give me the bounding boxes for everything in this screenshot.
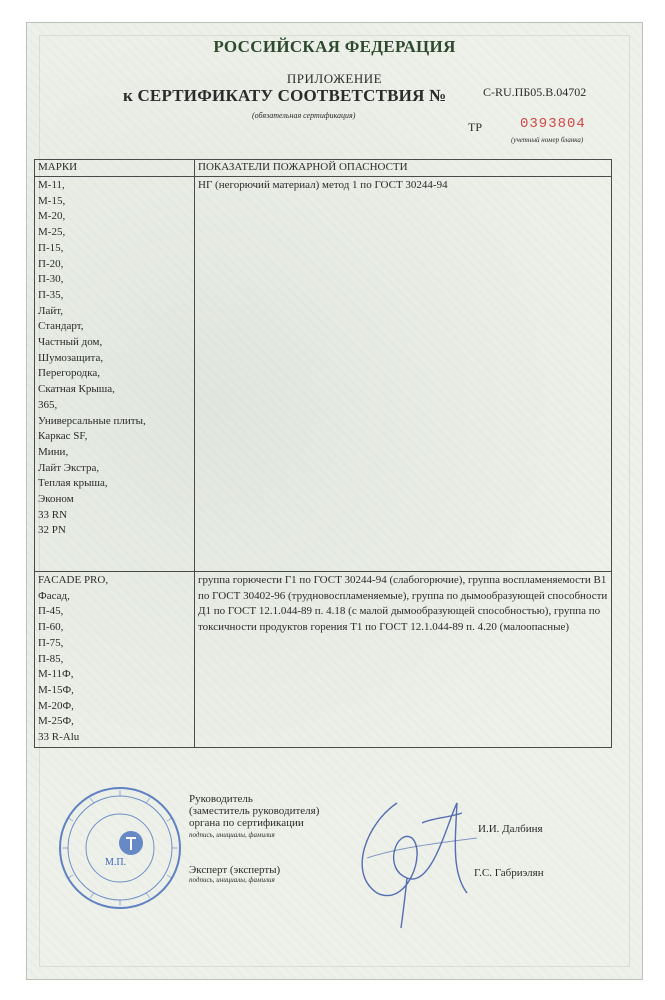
annex-title: ПРИЛОЖЕНИЕ xyxy=(286,71,383,86)
mandatory-note: (обязательная сертификация) xyxy=(252,111,356,120)
grade-item: Шумозащита, xyxy=(38,351,104,364)
grade-item: Теплая крыша, xyxy=(38,477,108,490)
expert-signature-block xyxy=(189,864,280,884)
certificate-sheet xyxy=(26,22,643,980)
indicator-cell: группа горючести Г1 по ГОСТ 30244-94 (слабогорючие), группа воспламеняемости В1 по ГОСТ 30402-96 (трудновоспламеняемые), группа по дымообразующей способности Д1 по ГОСТ 12.1.044-89 п. 4.18 (с малой дымообразующей способностью), группа по токсичности продуктов горения Т1 по ГОСТ 12.1.044-89 п. 4.20 (малоопасные) xyxy=(195,572,612,748)
country-title: РОССИЙСКАЯ ФЕДЕРАЦИЯ xyxy=(213,37,456,56)
grade-item: М-11Ф, xyxy=(38,668,74,681)
table-header-row xyxy=(35,160,612,177)
stamp-center-text: М.П. xyxy=(105,857,127,868)
grade-item: 33 RN xyxy=(38,508,68,521)
expert-name: Г.С. Габриэлян xyxy=(474,867,544,879)
grade-item: Лайт Экстра, xyxy=(38,461,100,474)
grade-item: П-60, xyxy=(38,621,64,634)
grade-item: Скатная Крыша, xyxy=(38,383,115,396)
certificate-number: C-RU.ПБ05.В.04702 xyxy=(483,85,587,99)
grade-item: П-45, xyxy=(38,605,64,618)
serial-number: 0393804 xyxy=(520,116,586,132)
grade-item: Фасад, xyxy=(38,589,70,602)
grade-item: Эконом xyxy=(38,493,74,506)
grade-item: М-25, xyxy=(38,226,66,239)
certificate-heading: к СЕРТИФИКАТУ СООТВЕТСТВИЯ № xyxy=(123,86,447,105)
grade-item: П-75, xyxy=(38,636,64,649)
grade-item: П-15, xyxy=(38,241,64,254)
grade-item: М-20Ф, xyxy=(38,699,74,712)
grade-item: П-30, xyxy=(38,273,64,286)
grade-item: 365, xyxy=(38,398,58,411)
tr-label: ТР xyxy=(468,120,483,134)
indicator-cell: НГ (негорючий материал) метод 1 по ГОСТ 30244-94 xyxy=(195,177,612,572)
grade-item: П-35, xyxy=(38,288,64,301)
grade-item: М-11, xyxy=(38,179,65,191)
column-header-grades: МАРКИ xyxy=(35,160,195,177)
grade-item: Перегородка, xyxy=(38,367,101,380)
grade-item: FACADE PRO, xyxy=(38,574,109,586)
table-row xyxy=(35,572,612,748)
grade-item: М-20, xyxy=(38,210,66,223)
column-header-indicators: ПОКАЗАТЕЛИ ПОЖАРНОЙ ОПАСНОСТИ xyxy=(195,160,612,177)
grades-cell xyxy=(35,177,195,572)
expert-title: Эксперт (эксперты) xyxy=(189,864,281,876)
grade-item: Мини, xyxy=(38,445,69,458)
head-title: Руководитель xyxy=(189,793,253,805)
head-title-deputy: (заместитель руководителя) xyxy=(189,805,320,817)
grade-item: П-85, xyxy=(38,652,64,665)
head-signature-block xyxy=(189,793,319,841)
grade-item: М-25Ф, xyxy=(38,715,74,728)
head-signature-caption: подпись, инициалы, фамилия xyxy=(189,831,275,839)
head-name: И.И. Далбиня xyxy=(478,823,543,835)
serial-caption: (учетный номер бланка) xyxy=(511,136,584,144)
certification-stamp xyxy=(55,783,185,913)
grade-item: Стандарт, xyxy=(38,320,84,333)
grade-item: 32 PN xyxy=(38,524,66,537)
handwritten-signature xyxy=(337,783,497,933)
grade-item: П-20, xyxy=(38,257,64,270)
grade-item: Универсальные плиты, xyxy=(38,414,146,427)
properties-table xyxy=(34,159,612,748)
table-row xyxy=(35,177,612,572)
grade-item: Лайт, xyxy=(38,304,63,317)
expert-signature-caption: подпись, инициалы, фамилия xyxy=(189,876,275,884)
grade-item: М-15Ф, xyxy=(38,683,74,696)
grade-item: Каркас SF, xyxy=(38,430,88,443)
grade-item: Частный дом, xyxy=(38,336,103,349)
grade-item: 33 R-Alu xyxy=(38,731,80,744)
head-title-org: органа по сертификации xyxy=(189,817,304,829)
grades-cell xyxy=(35,572,195,748)
grade-item: М-15, xyxy=(38,194,66,207)
